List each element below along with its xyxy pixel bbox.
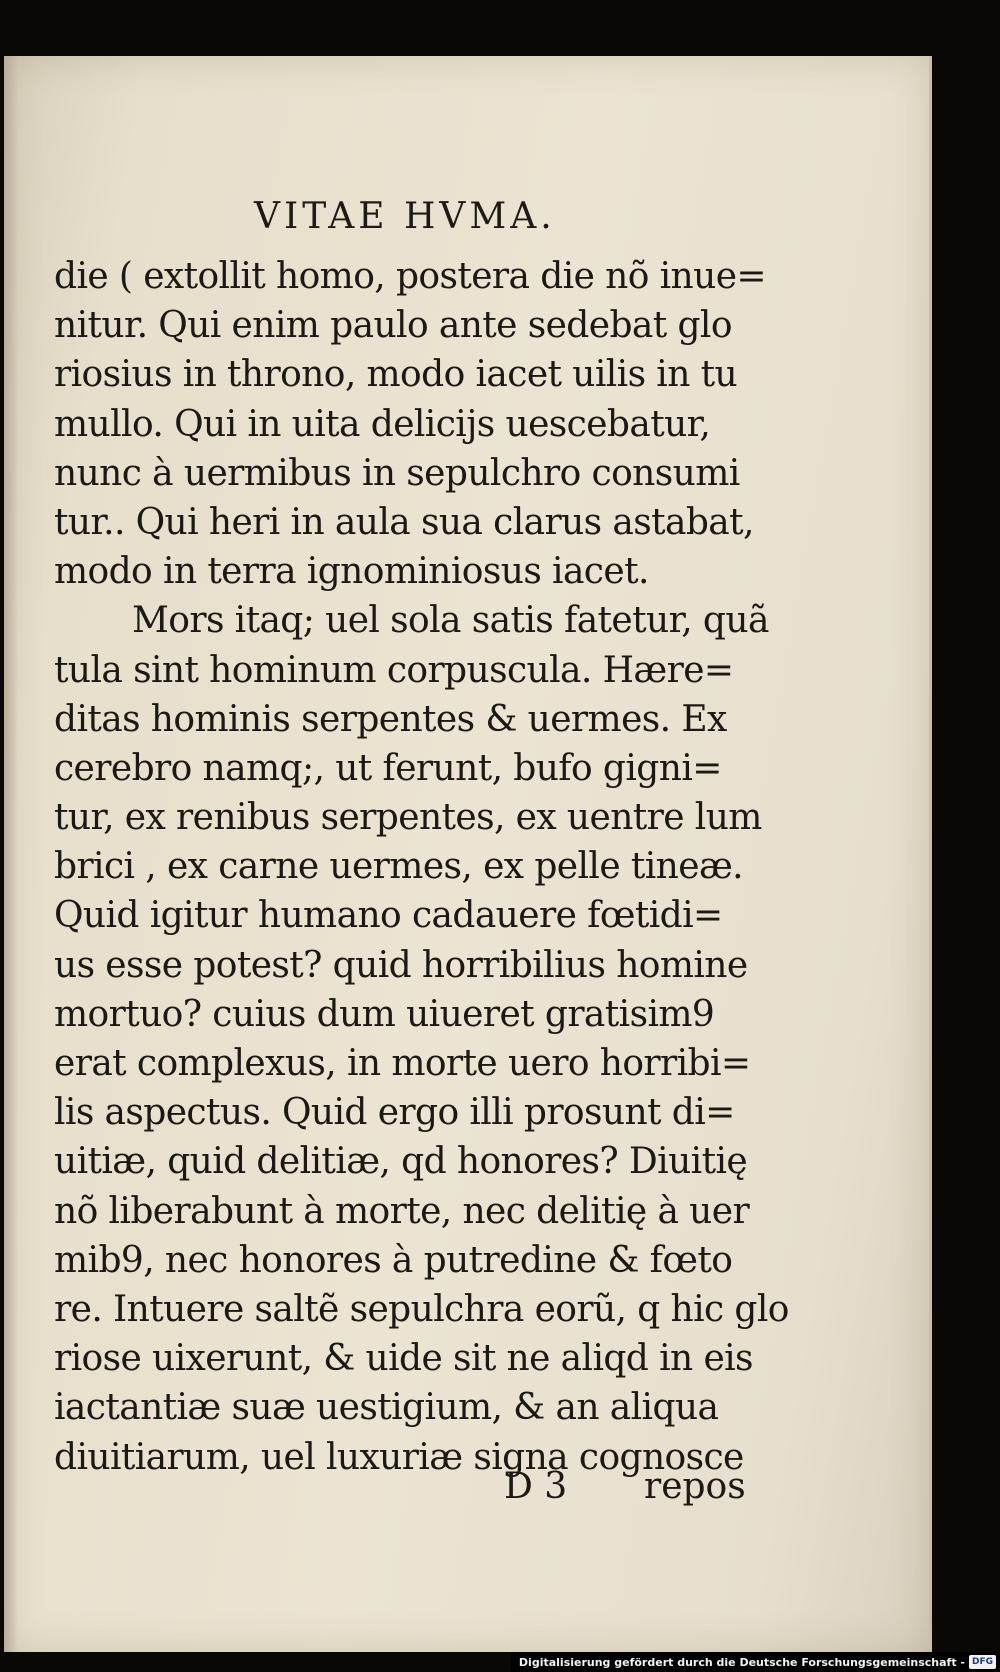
text-line: tur.. Qui heri in aula sua clarus astabat, (54, 501, 754, 543)
credit-text: Digitalisierung gefördert durch die Deutsche Forschungsgemeinschaft - (518, 1655, 965, 1669)
running-head: VITAE HVMA. (254, 196, 556, 237)
text-line: cerebro namq;, ut ferunt, bufo gigni= (54, 747, 722, 789)
paragraph-start-line: Mors itaq; uel sola satis fatetur, quã (132, 600, 769, 642)
page-binding-shadow (4, 56, 18, 1652)
text-line: mortuo? cuius dum uiueret gratisim9 (54, 993, 715, 1035)
text-line: us esse potest? quid horribilius homine (54, 944, 748, 986)
text-line: mib9, nec honores à putredine & fœto (54, 1239, 733, 1281)
text-line: tur, ex renibus serpentes, ex uentre lum (54, 797, 762, 839)
signature-mark: D 3 (504, 1466, 568, 1507)
text-line: nitur. Qui enim paulo ante sedebat glo (54, 305, 732, 347)
text-line: uitiæ, quid delitiæ, qd honores? Diuitię (54, 1141, 748, 1183)
text-line: riosius in throno, modo iacet uilis in tu (54, 354, 738, 396)
text-line: nõ liberabunt à morte, nec delitię à uer (54, 1190, 750, 1232)
text-line: nunc à uermibus in sepulchro consumi (54, 452, 740, 494)
text-line: modo in terra ignominiosus iacet. (54, 551, 649, 593)
page-footer (494, 1466, 794, 1516)
text-line: Quid igitur humano cadauere fœtidi= (54, 895, 723, 937)
text-line: tula sint hominum corpuscula. Hære= (54, 649, 734, 691)
text-line: die ( extollit homo, postera die nõ inue= (54, 256, 766, 297)
text-line: re. Intuere saltẽ sepulchra eorũ, q hic glo (54, 1288, 789, 1330)
text-line: diuitiarum, uel luxuriæ signa cognosce (54, 1436, 744, 1478)
text-block (54, 252, 794, 1482)
digitization-credit (511, 1652, 1000, 1672)
text-line: mullo. Qui in uita delicijs uescebatur, (54, 403, 711, 445)
text-line: brici , ex carne uermes, ex pelle tineæ. (54, 846, 744, 888)
catchword: repos (644, 1466, 746, 1507)
text-line: iactantiæ suæ uestigium, & an aliqua (54, 1387, 719, 1429)
book-page (4, 56, 932, 1652)
text-line: lis aspectus. Quid ergo illi prosunt di= (54, 1092, 735, 1134)
text-line: ditas hominis serpentes & uermes. Ex (54, 698, 727, 740)
text-line: erat complexus, in morte uero horribi= (54, 1043, 751, 1084)
text-line: riose uixerunt, & uide sit ne aliqd in eis (54, 1338, 753, 1380)
dfg-logo: DFG (969, 1655, 996, 1669)
